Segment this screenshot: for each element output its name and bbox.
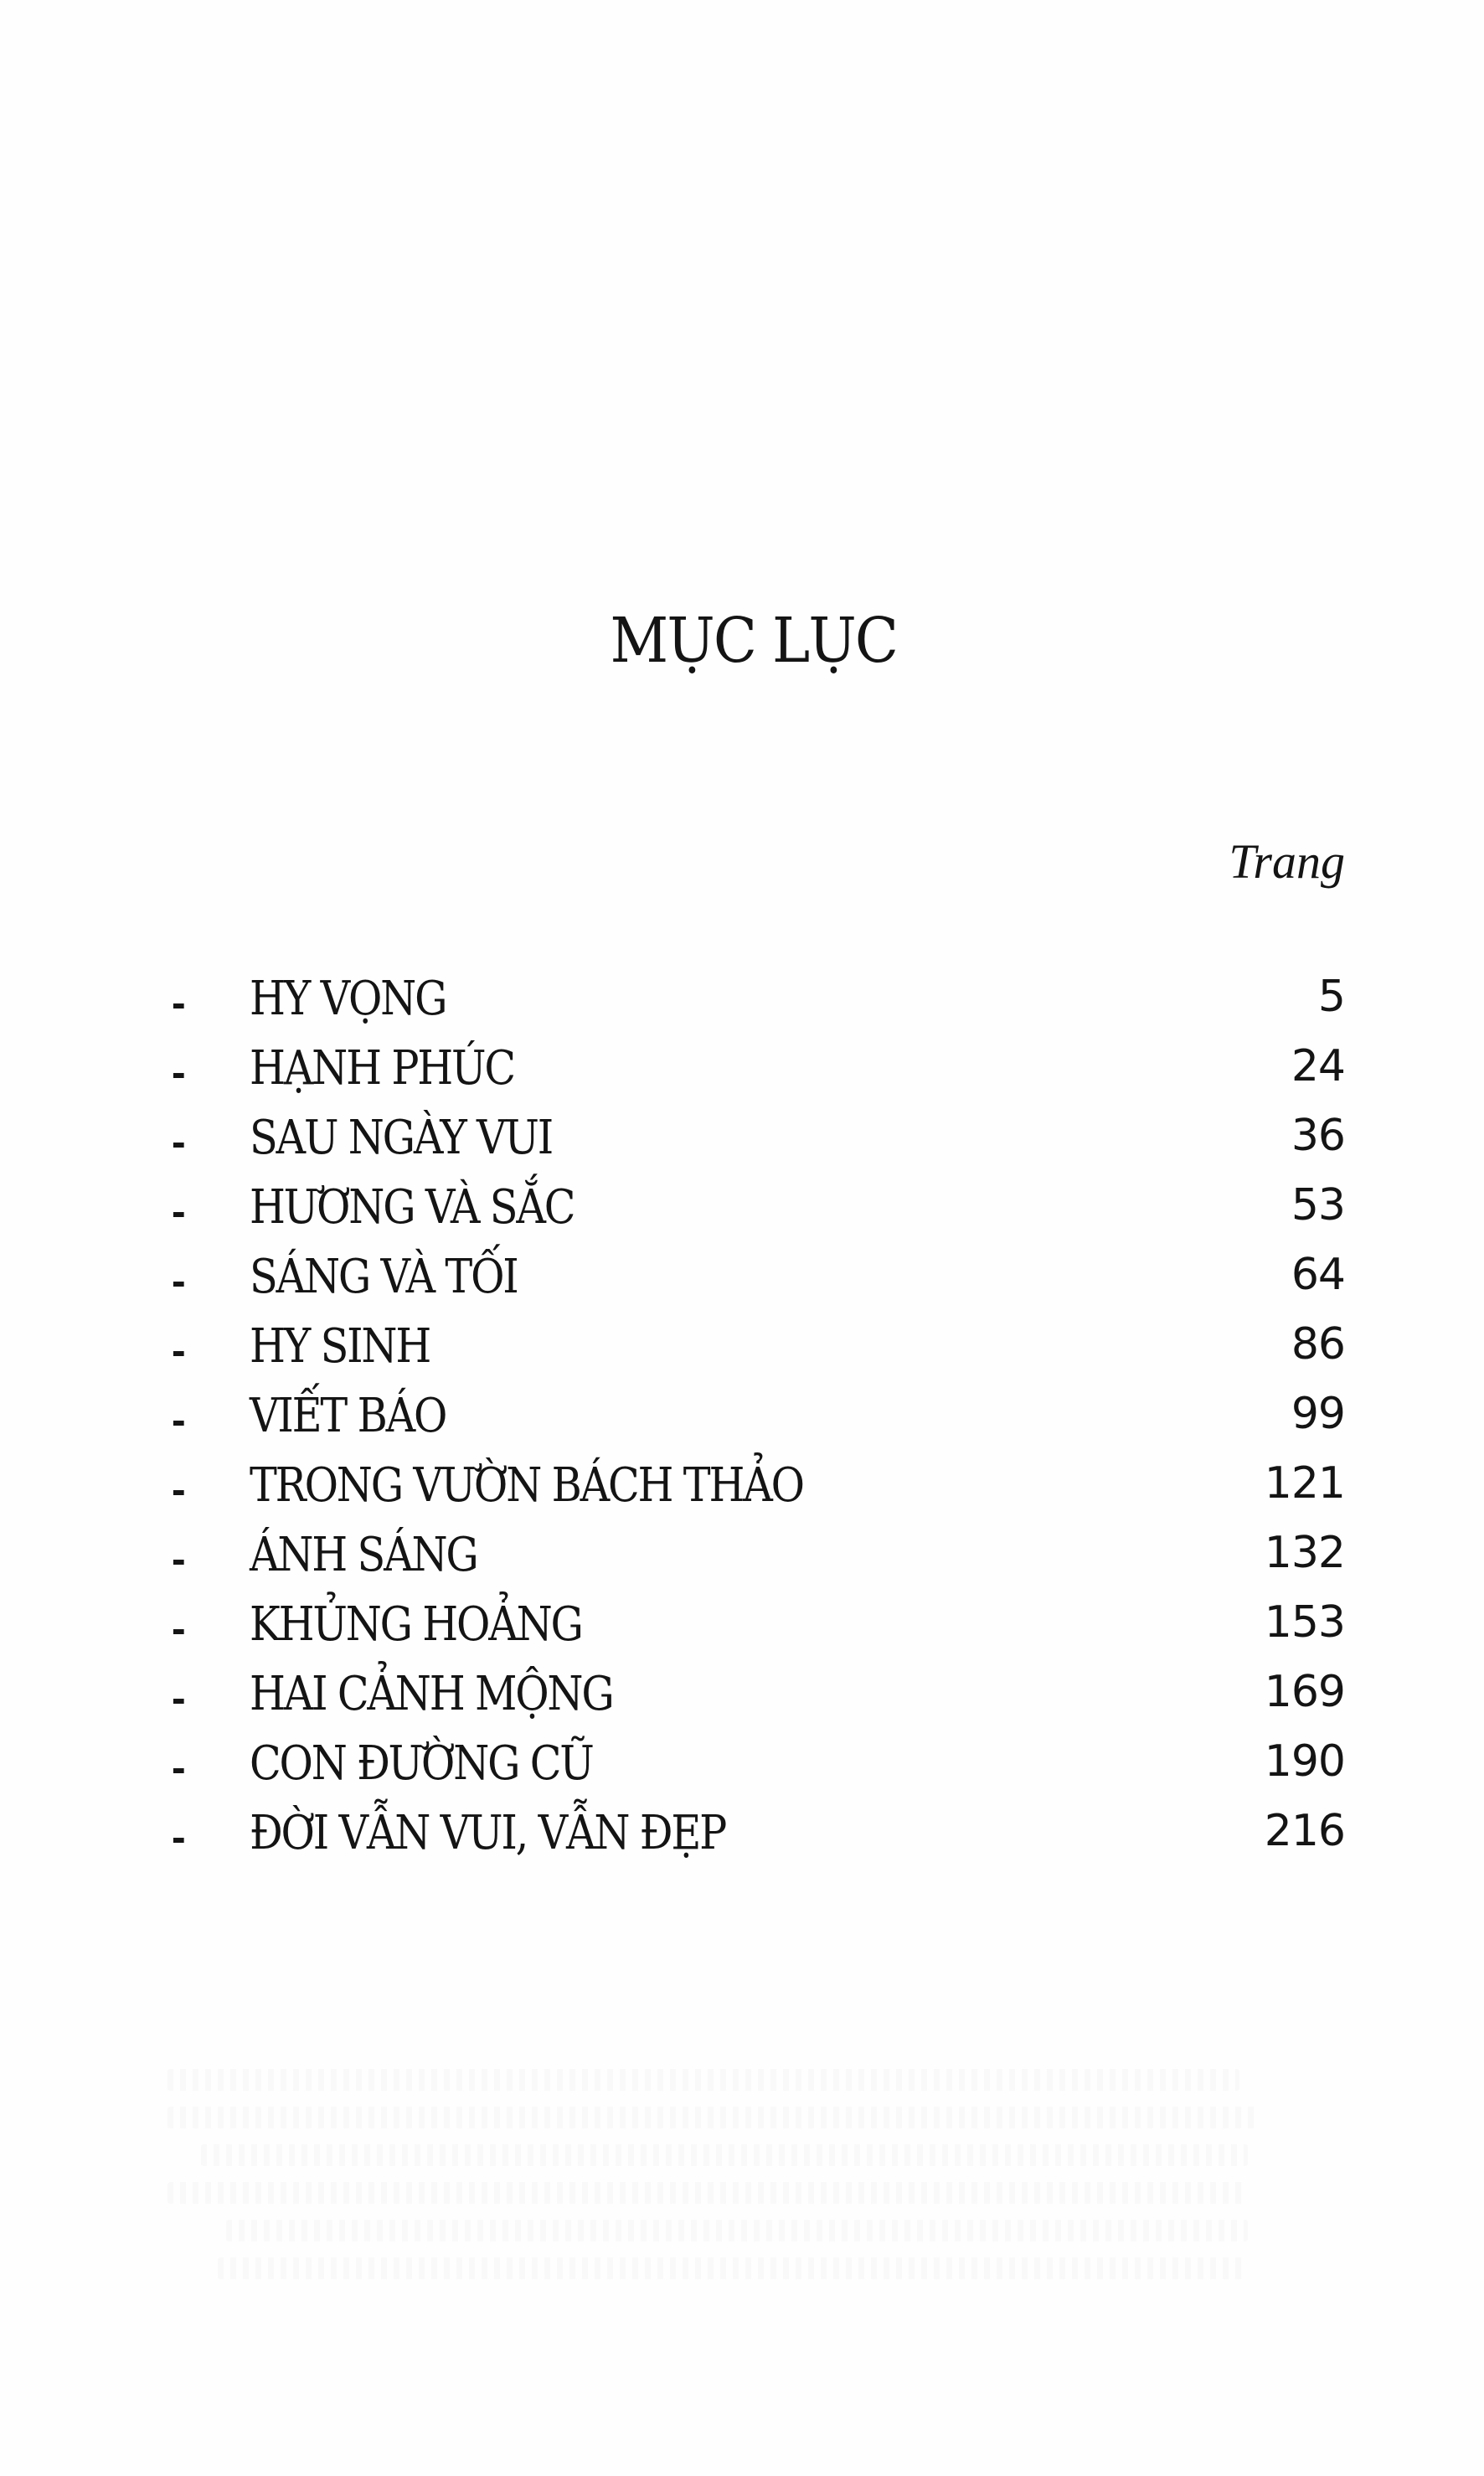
toc-entry[interactable] — [0, 1667, 1484, 1736]
bullet-dash: - — [172, 1049, 186, 1096]
toc-entry-page: 121 — [1264, 1458, 1345, 1509]
bullet-dash: - — [172, 1535, 186, 1582]
page-number-column-header: Trang — [1229, 834, 1345, 889]
bullet-dash: - — [172, 1327, 186, 1374]
toc-entry[interactable] — [0, 1250, 1484, 1319]
toc-entry[interactable] — [0, 1111, 1484, 1180]
page-title: MỤC LỤC — [610, 605, 898, 677]
bullet-dash: - — [172, 1257, 186, 1304]
bullet-dash: - — [172, 1118, 186, 1165]
toc-entry-title: SAU NGÀY VUI — [250, 1111, 553, 1165]
toc-entry[interactable] — [0, 1458, 1484, 1528]
toc-entry-title: SÁNG VÀ TỐI — [250, 1250, 518, 1304]
toc-entry-title: KHỦNG HOẢNG — [250, 1597, 582, 1652]
toc-entry[interactable] — [0, 1180, 1484, 1250]
toc-entry[interactable] — [0, 1528, 1484, 1597]
show-through-texture — [167, 2069, 1239, 2091]
toc-entry-page: 53 — [1291, 1180, 1345, 1230]
toc-entry-page: 64 — [1291, 1250, 1345, 1300]
toc-entry[interactable] — [0, 1806, 1484, 1875]
toc-entry[interactable] — [0, 1736, 1484, 1806]
toc-entry[interactable] — [0, 1597, 1484, 1667]
toc-entry-title: ĐỜI VẪN VUI, VẪN ĐẸP — [250, 1806, 726, 1860]
toc-entry-page: 153 — [1264, 1597, 1345, 1648]
toc-entry-title: HY SINH — [250, 1319, 430, 1374]
toc-entry-page: 36 — [1291, 1111, 1345, 1161]
toc-entry-title: HY VỌNG — [250, 972, 446, 1026]
toc-entry-page: 5 — [1317, 972, 1345, 1022]
show-through-texture — [167, 2182, 1248, 2204]
toc-entry-title: HAI CẢNH MỘNG — [250, 1667, 613, 1721]
toc-entry[interactable] — [0, 972, 1484, 1041]
bullet-dash: - — [172, 1605, 186, 1652]
toc-entry-title: VIẾT BÁO — [250, 1389, 446, 1443]
table-of-contents — [0, 972, 1484, 1875]
bullet-dash: - — [172, 1188, 186, 1235]
toc-entry-page: 99 — [1291, 1389, 1345, 1439]
toc-entry-page: 216 — [1264, 1806, 1345, 1856]
toc-entry-page: 190 — [1264, 1736, 1345, 1787]
toc-entry-page: 169 — [1264, 1667, 1345, 1717]
bullet-dash: - — [172, 1744, 186, 1791]
toc-entry[interactable] — [0, 1389, 1484, 1458]
show-through-texture — [201, 2144, 1248, 2166]
toc-entry[interactable] — [0, 1041, 1484, 1111]
bullet-dash: - — [172, 979, 186, 1026]
show-through-texture — [167, 2107, 1256, 2128]
toc-entry-page: 24 — [1291, 1041, 1345, 1091]
show-through-texture — [218, 2257, 1248, 2279]
bullet-dash: - — [172, 1813, 186, 1860]
toc-entry-title: TRONG VƯỜN BÁCH THẢO — [250, 1458, 803, 1513]
show-through-texture — [226, 2220, 1248, 2241]
toc-entry-page: 132 — [1264, 1528, 1345, 1578]
toc-entry-title: HẠNH PHÚC — [250, 1041, 514, 1096]
toc-entry-title: ÁNH SÁNG — [250, 1528, 477, 1582]
bullet-dash: - — [172, 1674, 186, 1721]
toc-entry-title: CON ĐƯỜNG CŨ — [250, 1736, 593, 1791]
toc-entry-title: HƯƠNG VÀ SẮC — [250, 1180, 575, 1235]
toc-entry[interactable] — [0, 1319, 1484, 1389]
toc-entry-page: 86 — [1291, 1319, 1345, 1370]
bullet-dash: - — [172, 1396, 186, 1443]
bullet-dash: - — [172, 1466, 186, 1513]
